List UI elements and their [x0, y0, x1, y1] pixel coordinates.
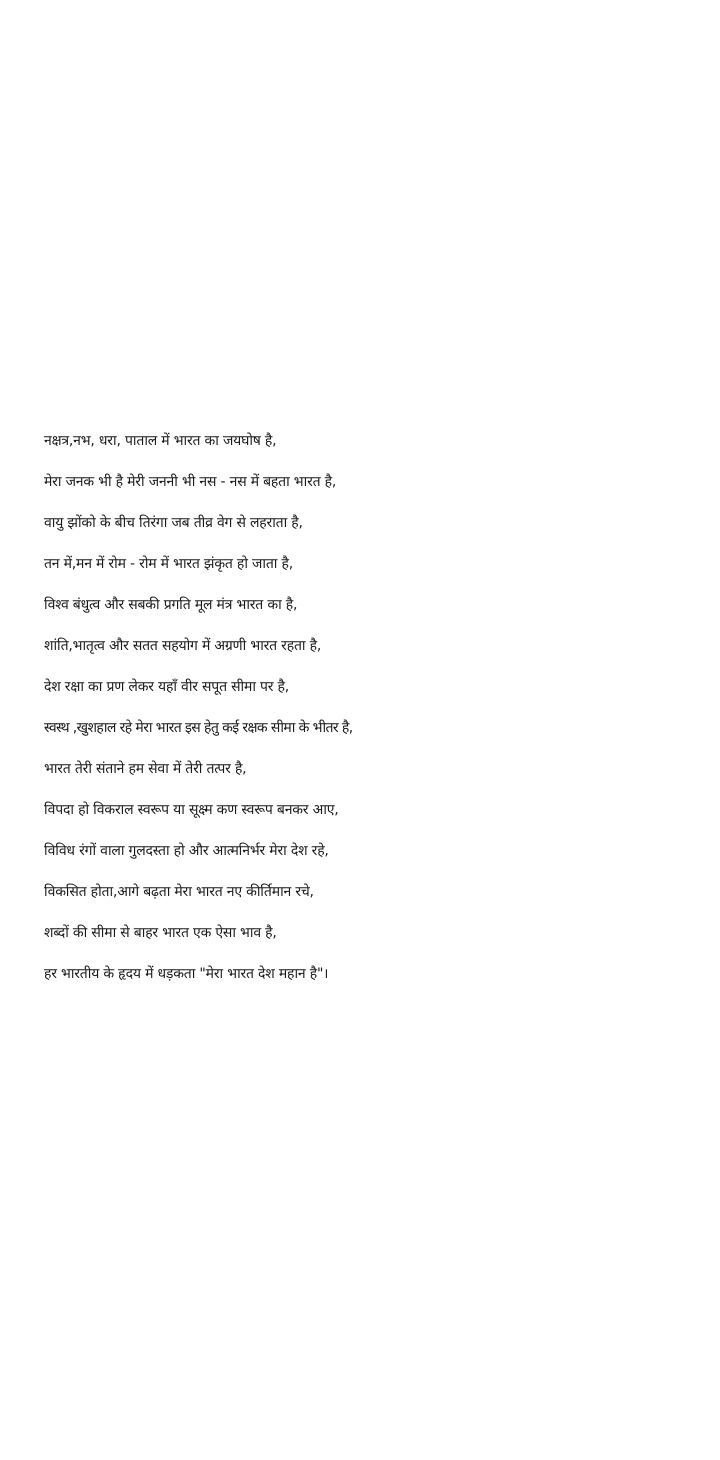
poem-line: विपदा हो विकराल स्वरूप या सूक्ष्म कण स्वरूप बनकर आए,: [44, 802, 339, 818]
poem-line: मेरा जनक भी है मेरी जननी भी नस - नस में बहता भारत है,: [44, 474, 337, 490]
poem-line: विकसित होता,आगे बढ़ता मेरा भारत नए कीर्तिमान रचे,: [44, 884, 314, 900]
poem-line: हर भारतीय के हृदय में धड़कता "मेरा भारत देश महान है"।: [44, 966, 329, 982]
poem-line: विविध रंगों वाला गुलदस्ता हो और आत्मनिर्भर मेरा देश रहे,: [44, 843, 329, 859]
poem-line: स्वस्थ ,खुशहाल रहे मेरा भारत इस हेतु कई रक्षक सीमा के भीतर है,: [44, 720, 353, 736]
poem-line: वायु झोंको के बीच तिरंगा जब तीव्र वेग से लहराता है,: [44, 515, 303, 531]
poem-line: शांति,भातृत्व और सतत सहयोग में अग्रणी भारत रहता है,: [44, 638, 322, 654]
poem-line: भारत तेरी संताने हम सेवा में तेरी तत्पर है,: [44, 761, 247, 777]
poem-line: विश्व बंधुत्व और सबकी प्रगति मूल मंत्र भारत का है,: [44, 597, 298, 613]
poem-text-block: [44, 421, 714, 995]
poem-line: तन में,मन में रोम - रोम में भारत झंकृत हो जाता है,: [44, 556, 293, 572]
poem-line: नक्षत्र,नभ, धरा, पाताल में भारत का जयघोष है,: [44, 433, 277, 449]
poem-line: देश रक्षा का प्रण लेकर यहाँ वीर सपूत सीमा पर है,: [44, 679, 290, 695]
poem-line: शब्दों की सीमा से बाहर भारत एक ऐसा भाव है,: [44, 925, 277, 941]
